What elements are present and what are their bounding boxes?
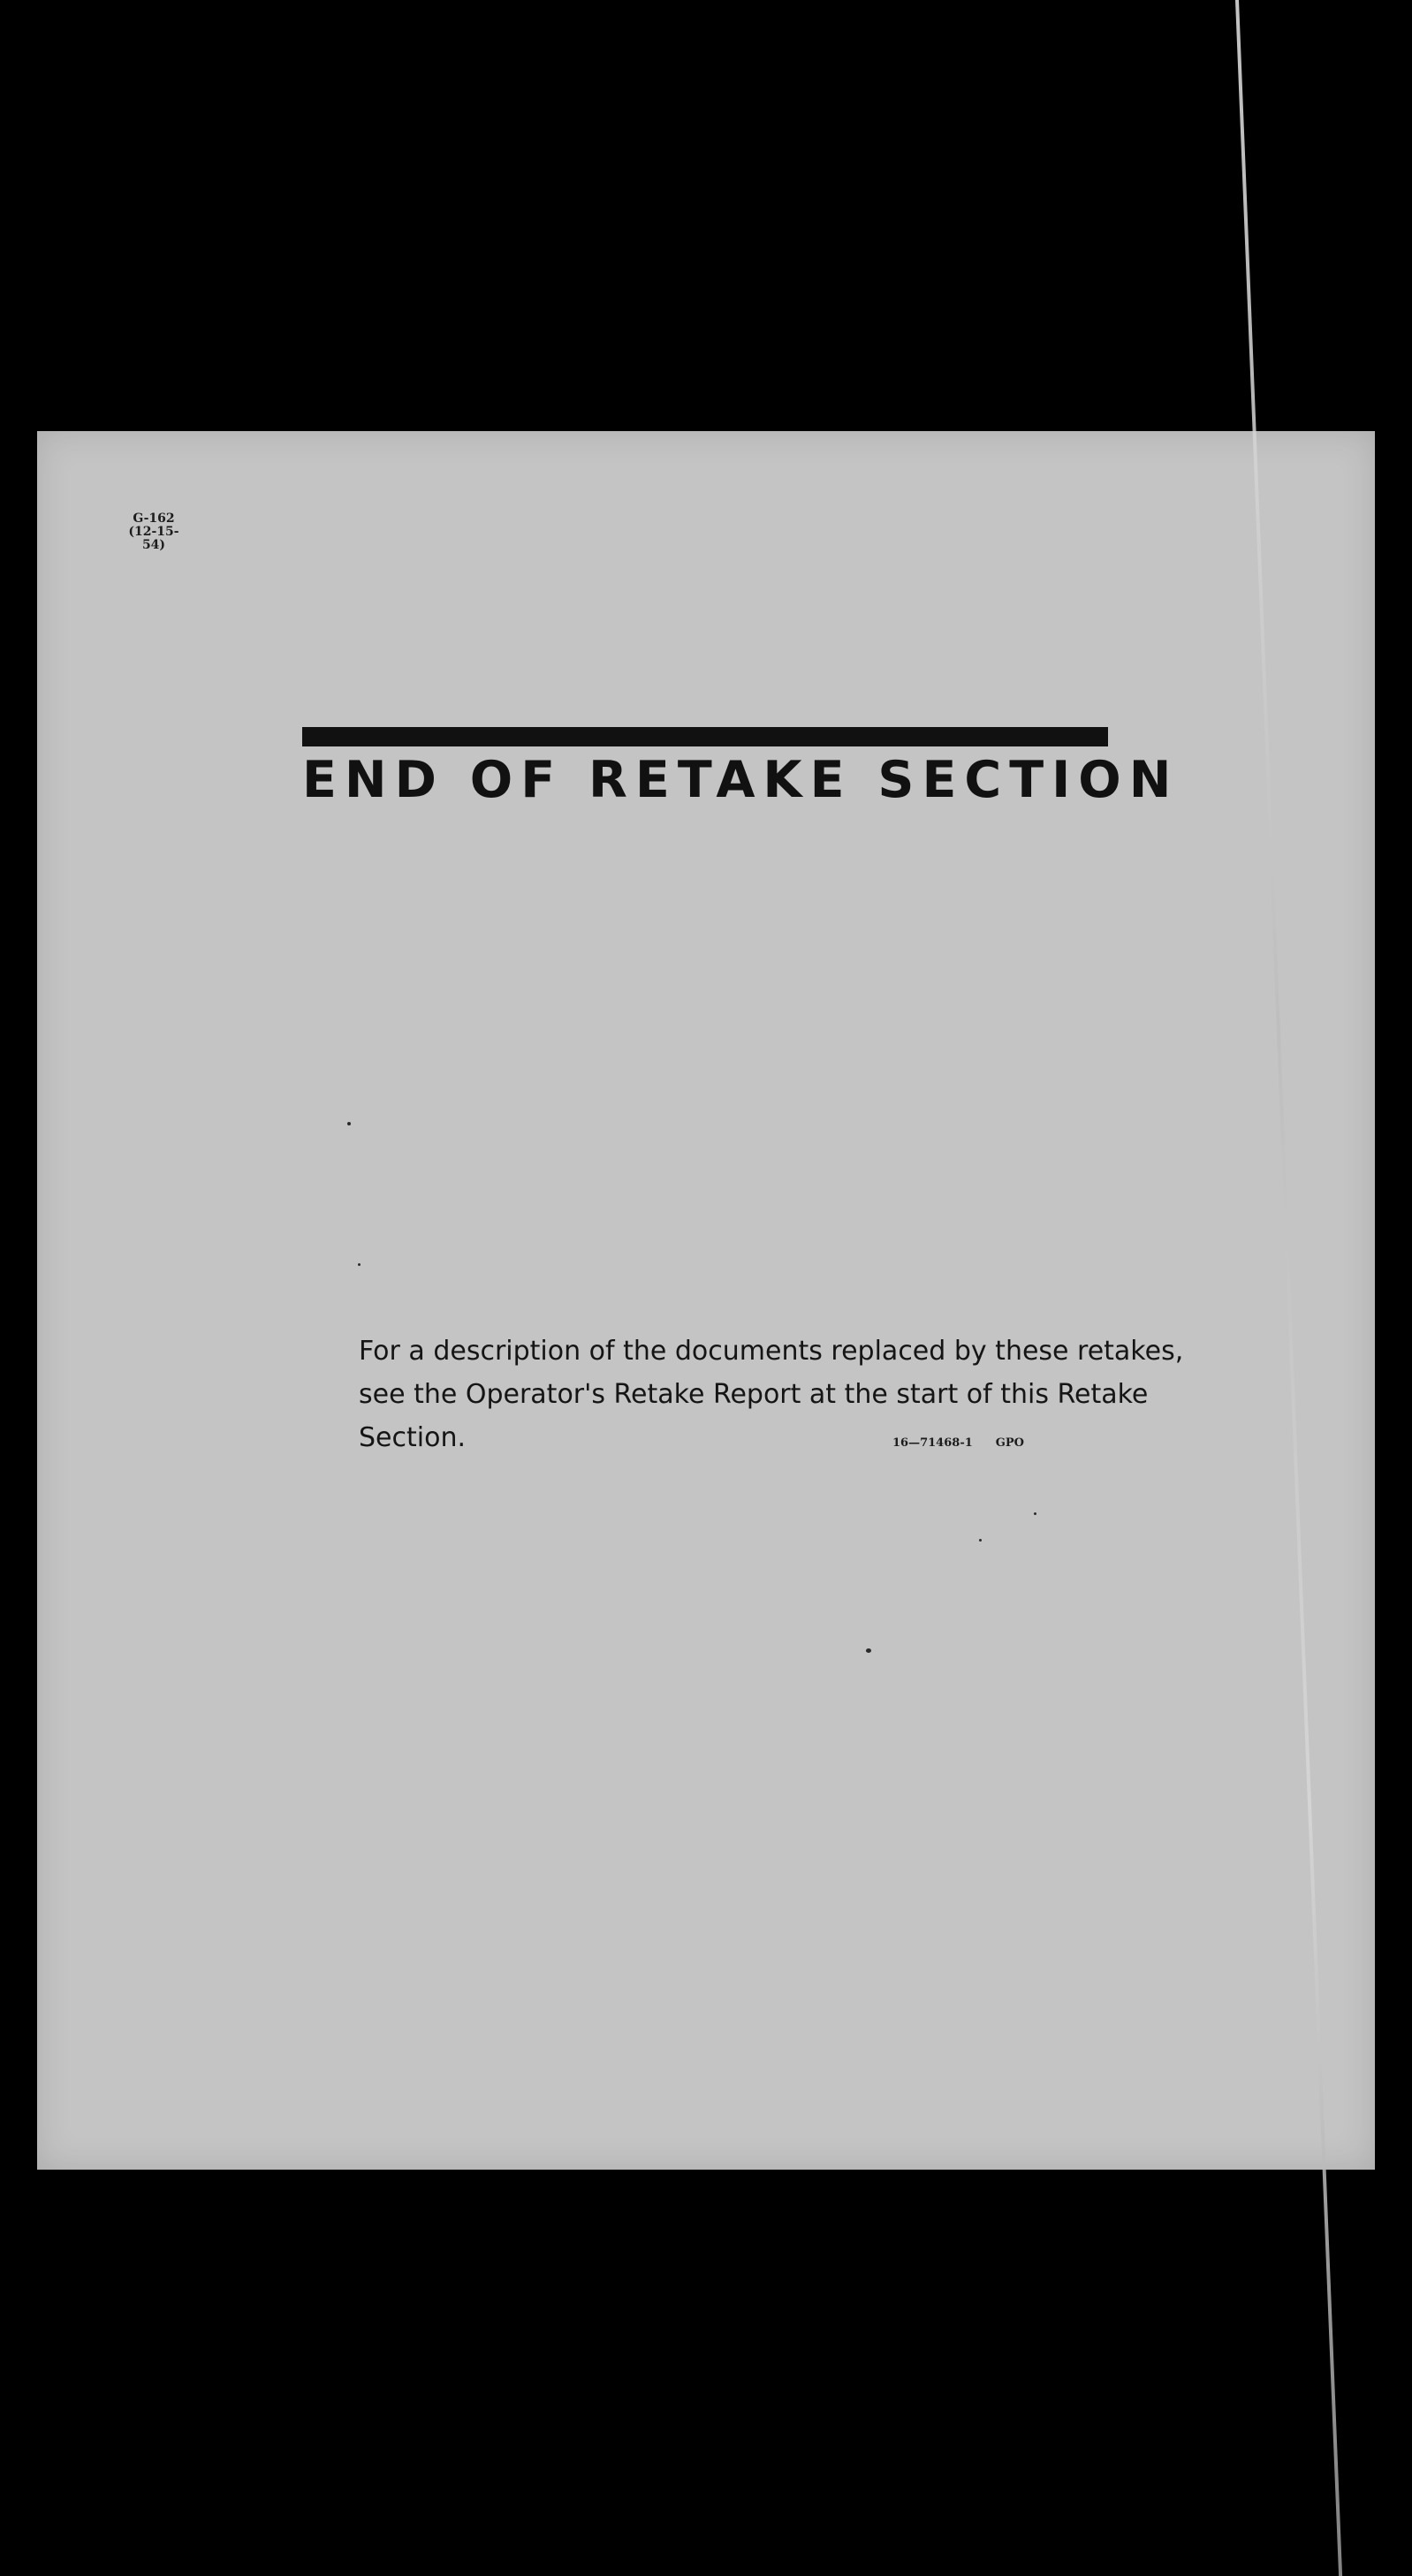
print-number: 16—71468-1 (892, 1436, 973, 1450)
form-code (118, 512, 189, 552)
speck (1034, 1512, 1036, 1515)
form-date: (12-15-54) (128, 525, 179, 552)
note-line: For a description of the documents replaced by these retakes, (359, 1336, 1184, 1367)
speck (347, 1122, 351, 1125)
print-agency: GPO (995, 1436, 1024, 1450)
speck (358, 1263, 361, 1266)
page-title: END OF RETAKE SECTION (302, 751, 1180, 809)
note-line: Section. (359, 1422, 466, 1453)
speck (866, 1648, 871, 1653)
document-page (37, 431, 1375, 2170)
form-number: G-162 (133, 511, 175, 526)
speck (979, 1539, 982, 1542)
note-line: see the Operator's Retake Report at the start of this Retake (359, 1379, 1149, 1410)
heading-rule (302, 727, 1108, 746)
print-code (892, 1436, 1024, 1450)
